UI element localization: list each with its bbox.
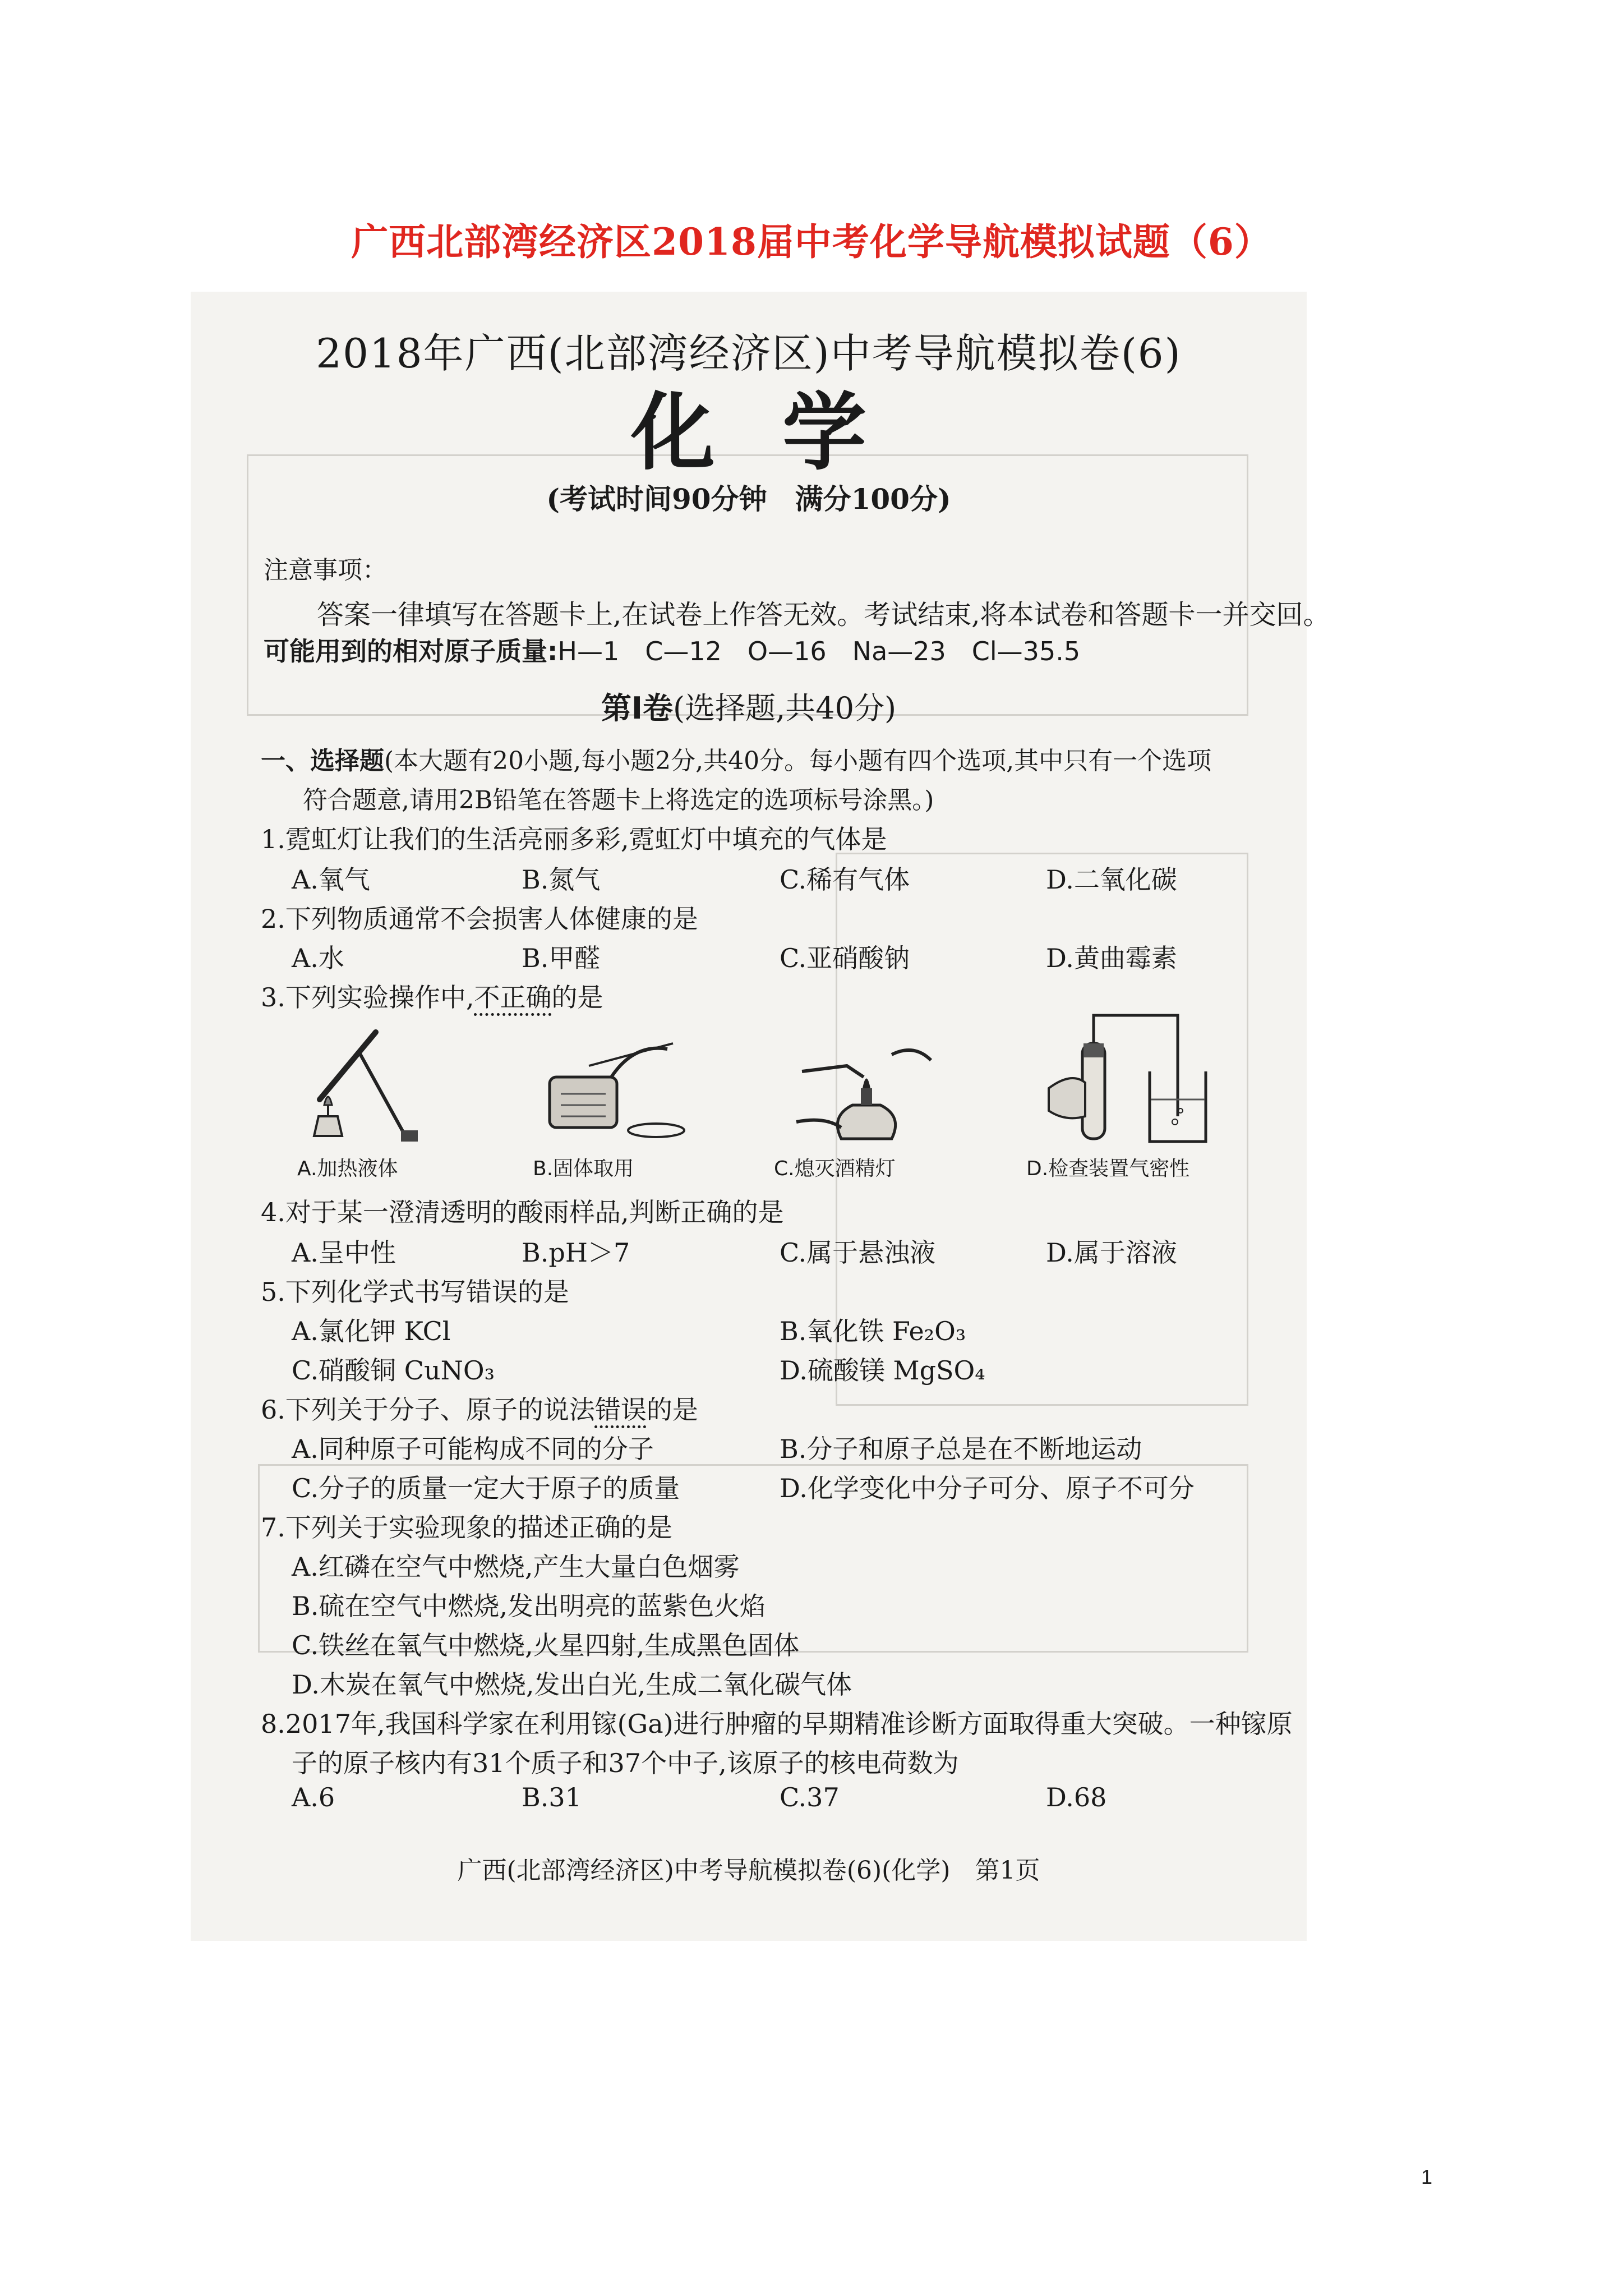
option: B.pH＞7 [522, 1237, 630, 1268]
section-desc-1: (本大题有20小题,每小题2分,共40分。每小题有四个选项,其中只有一个选项 [384, 747, 1212, 775]
option: C.亚硝酸钠 [780, 943, 910, 973]
heating-liquid-figure [292, 1021, 437, 1150]
option: D.黄曲霉素 [1046, 943, 1177, 973]
volume-desc: (选择题,共40分) [673, 691, 897, 726]
question-stem: 4.对于某一澄清透明的酸雨样品,判断正确的是 [261, 1197, 784, 1227]
option: D.68 [1046, 1782, 1107, 1812]
option: D.硫酸镁 MgSO₄ [780, 1355, 985, 1386]
document-title: 广西北部湾经济区2018届中考化学导航模拟试题（6） [351, 220, 1272, 264]
question-stem: 7.下列关于实验现象的描述正确的是 [261, 1512, 672, 1543]
option: A.红磷在空气中燃烧,产生大量白色烟雾 [292, 1552, 740, 1582]
scanned-exam-page [191, 292, 1330, 1941]
option: C.分子的质量一定大于原子的质量 [292, 1473, 680, 1503]
option: B.31 [522, 1782, 582, 1812]
option: C.37 [780, 1782, 840, 1812]
option: C.属于悬浊液 [780, 1237, 936, 1268]
airtightness-figure [1032, 1004, 1211, 1150]
question-stem: 1.霓虹灯让我们的生活亮丽多彩,霓虹灯中填充的气体是 [261, 824, 887, 854]
option: A.氧气 [292, 864, 370, 895]
option: D.木炭在氧气中燃烧,发出白光,生成二氧化碳气体 [292, 1669, 852, 1700]
page-footer: 广西(北部湾经济区)中考导航模拟卷(6)(化学) 第1页 [457, 1856, 1040, 1885]
figure-caption: B.固体取用 [533, 1157, 634, 1180]
volume-heading [191, 684, 1307, 728]
option: C.硝酸铜 CuNO₃ [292, 1355, 495, 1386]
notice-text: 答案一律填写在答题卡上,在试卷上作答无效。考试结束,将本试卷和答题卡一并交回。 [317, 599, 1330, 631]
stem-emphasis: 不正确 [474, 982, 552, 1013]
option: A.6 [292, 1782, 335, 1812]
section-desc-2: 符合题意,请用2B铅笔在答题卡上将选定的选项标号涂黑。) [303, 786, 934, 815]
stem-part: 的是 [551, 982, 603, 1013]
atomic-mass-line [264, 631, 1080, 668]
question-stem [261, 977, 603, 1014]
figure-caption: A.加热液体 [297, 1157, 398, 1180]
question-stem: 5.下列化学式书写错误的是 [261, 1277, 569, 1307]
option: A.呈中性 [292, 1237, 396, 1268]
option: C.铁丝在氧气中燃烧,火星四射,生成黑色固体 [292, 1630, 800, 1660]
atomic-mass-label: 可能用到的相对原子质量: [264, 636, 558, 666]
option: B.甲醛 [522, 943, 601, 973]
section-label: 一、选择题 [261, 747, 384, 775]
atomic-mass-values: H—1 C—12 O—16 Na—23 Cl—35.5 [557, 636, 1081, 666]
alcohol-lamp-figure [780, 1032, 948, 1144]
option: A.水 [292, 943, 344, 973]
exam-title: 2018年广西(北部湾经济区)中考导航模拟卷(6) [316, 330, 1182, 377]
stem-part: 3.下列实验操作中, [261, 982, 474, 1013]
option: D.二氧化碳 [1046, 864, 1177, 895]
question-stem-cont: 子的原子核内有31个质子和37个中子,该原子的核电荷数为 [292, 1748, 959, 1778]
question-stem: 8.2017年,我国科学家在利用镓(Ga)进行肿瘤的早期精准诊断方面取得重大突破。一种镓原 [261, 1709, 1293, 1739]
figure-caption: D.检查装置气密性 [1026, 1157, 1190, 1180]
volume-label: 第Ⅰ卷 [601, 691, 674, 726]
notice-heading: 注意事项： [264, 556, 387, 585]
stem-part: 6.下列关于分子、原子的说法 [261, 1395, 595, 1425]
figure-caption: C.熄灭酒精灯 [774, 1157, 896, 1180]
question-stem [261, 1389, 698, 1427]
question-stem: 2.下列物质通常不会损害人体健康的是 [261, 904, 698, 934]
exam-info: (考试时间90分钟 满分100分) [546, 482, 951, 516]
stem-emphasis: 错误 [594, 1395, 647, 1425]
option: B.氧化铁 Fe₂O₃ [780, 1316, 966, 1346]
solid-taking-figure [527, 1032, 695, 1144]
option: D.化学变化中分子可分、原子不可分 [780, 1473, 1195, 1503]
stem-part: 的是 [646, 1395, 698, 1425]
option: B.分子和原子总是在不断地运动 [780, 1434, 1142, 1464]
page-number: 1 [1421, 2165, 1432, 2188]
option: A.氯化钾 KCl [292, 1316, 451, 1346]
section-heading [261, 740, 1211, 776]
option: D.属于溶液 [1046, 1237, 1177, 1268]
option: B.氮气 [522, 864, 601, 895]
option: B.硫在空气中燃烧,发出明亮的蓝紫色火焰 [292, 1591, 766, 1621]
subject-heading: 化学 [630, 384, 934, 482]
option: C.稀有气体 [780, 864, 910, 895]
option: A.同种原子可能构成不同的分子 [292, 1434, 654, 1464]
